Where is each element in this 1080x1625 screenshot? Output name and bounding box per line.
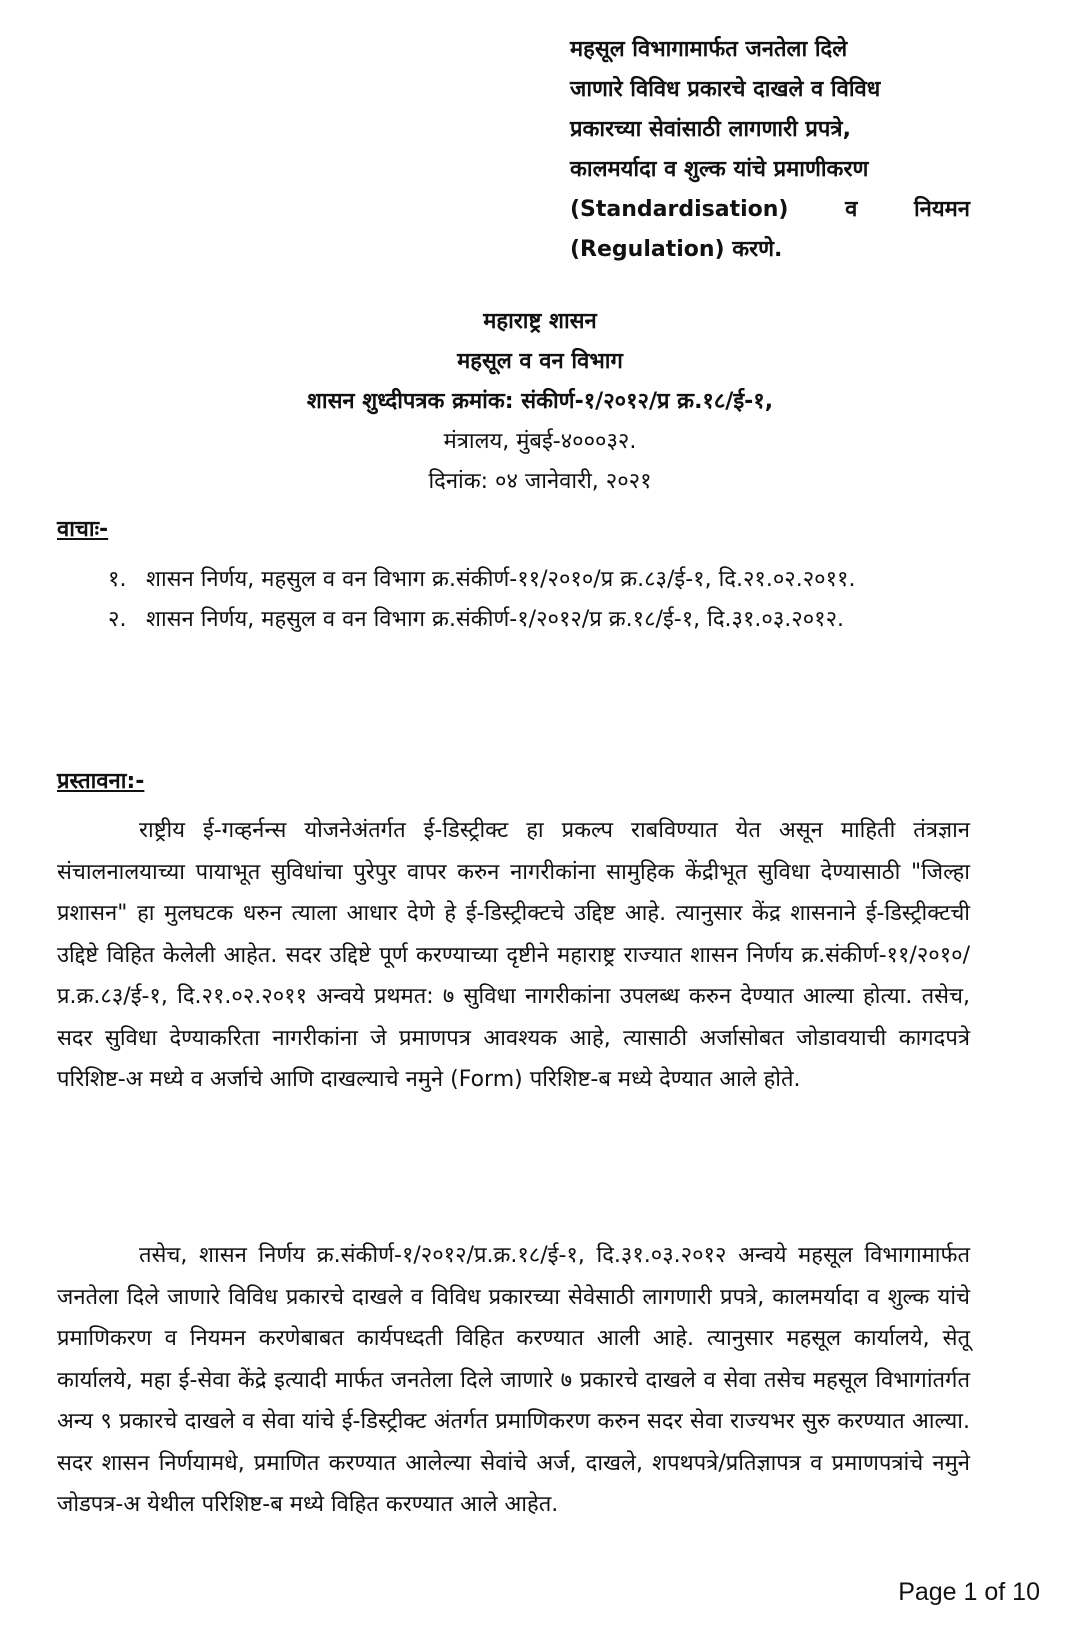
reference-text: शासन निर्णय, महसुल व वन विभाग क्र.संकीर्ण-१/२०१२/प्र क्र.१८/ई-१, दि.३१.०३.२०१२. <box>146 607 845 632</box>
reference-text: शासन निर्णय, महसुल व वन विभाग क्र.संकीर्ण-११/२०१०/प्र क्र.८३/ई-१, दि.२१.०२.२०११. <box>146 567 856 592</box>
subject-line: जाणारे विविध प्रकारचे दाखले व विविध <box>570 77 881 102</box>
list-item <box>108 562 970 598</box>
subject-line: (Regulation) करणे. <box>570 237 783 262</box>
subject-line: (Standardisation) व नियमन <box>570 197 970 222</box>
document-date: दिनांक: ०४ जानेवारी, २०२१ <box>428 469 652 494</box>
address: मंत्रालय, मुंबई-४०००३२. <box>443 429 637 454</box>
list-item <box>108 602 970 638</box>
department-name: महसूल व वन विभाग <box>457 349 623 374</box>
subject-block <box>570 30 970 270</box>
preamble-heading: प्रस्तावना:- <box>57 769 145 794</box>
corrigendum-number: शासन शुध्दीपत्रक क्रमांक: संकीर्ण-१/२०१२/प्र क्र.१८/ई-१, <box>306 389 774 414</box>
reference-number: १. <box>108 567 127 592</box>
paragraph: राष्ट्रीय ई-गव्हर्नन्स योजनेअंतर्गत ई-डिस्ट्रीक्ट हा प्रकल्प राबविण्यात येत असून माहिती तंत्रज्ञान संचालनालयाच्या पायाभूत सुविधांचा पुरेपुर वापर करुन नागरीकांना सामुहिक केंद्रीभूत सुविधा देण्यासाठी "जिल्हा प्रशासन" हा मुलघटक धरुन त्याला आधार देणे हे ई-डिस्ट्रीक्टचे उद्दिष्ट आहे. त्यानुसार केंद्र शासनाने ई-डिस्ट्रीक्टची उद्दिष्टे विहित केलेली आहेत. सदर उद्दिष्टे पूर्ण करण्याच्या दृष्टीने महाराष्ट्र राज्यात शासन निर्णय क्र.संकीर्ण-११/२०१०/प्र.क्र.८३/ई-१, दि.२१.०२.२०११ अन्वये प्रथमत: ७ सुविधा नागरीकांना उपलब्ध करुन देण्यात आल्या होत्या. तसेच, सदर सुविधा देण्याकरिता नागरीकांना जे प्रमाणपत्र आवश्यक आहे, त्यासाठी अर्जासोबत जोडावयाची कागदपत्रे परिशिष्ट-अ मध्ये व अर्जाचे आणि दाखल्याचे नमुने (Form) परिशिष्ट-ब मध्ये देण्यात आले होते. <box>57 818 970 1092</box>
government-name: महाराष्ट्र शासन <box>483 309 597 334</box>
subject-line: कालमर्यादा व शुल्क यांचे प्रमाणीकरण <box>570 157 869 182</box>
subject-line: महसूल विभागामार्फत जनतेला दिले <box>570 37 848 62</box>
reference-list <box>108 562 970 642</box>
read-heading: वाचाः- <box>57 517 109 542</box>
subject-line: प्रकारच्या सेवांसाठी लागणारी प्रपत्रे, <box>570 117 851 142</box>
reference-number: २. <box>108 607 127 632</box>
document-header <box>0 302 1080 502</box>
page-indicator: Page 1 of 10 <box>898 1578 1040 1606</box>
paragraph: तसेच, शासन निर्णय क्र.संकीर्ण-१/२०१२/प्र.क्र.१८/ई-१, दि.३१.०३.२०१२ अन्वये महसूल विभागामार्फत जनतेला दिले जाणारे विविध प्रकारचे दाखले व विविध प्रकारच्या सेवेसाठी लागणारी प्रपत्रे, कालमर्यादा व शुल्क यांचे प्रमाणिकरण व नियमन करणेबाबत कार्यपध्दती विहित करण्यात आली आहे. त्यानुसार महसूल कार्यालये, सेतू कार्यालये, महा ई-सेवा केंद्रे इत्यादी मार्फत जनतेला दिले जाणारे ७ प्रकारचे दाखले व सेवा तसेच महसूल विभागांतर्गत अन्य ९ प्रकारचे दाखले व सेवा यांचे ई-डिस्ट्रीक्ट अंतर्गत प्रमाणिकरण करुन सदर सेवा राज्यभर सुरु करण्यात आल्या. सदर शासन निर्णयामधे, प्रमाणित करण्यात आलेल्या सेवांचे अर्ज, दाखले, शपथपत्रे/प्रतिज्ञापत्र व प्रमाणपत्रांचे नमुने जोडपत्र-अ येथील परिशिष्ट-ब मध्ये विहित करण्यात आले आहेत. <box>57 1243 970 1517</box>
